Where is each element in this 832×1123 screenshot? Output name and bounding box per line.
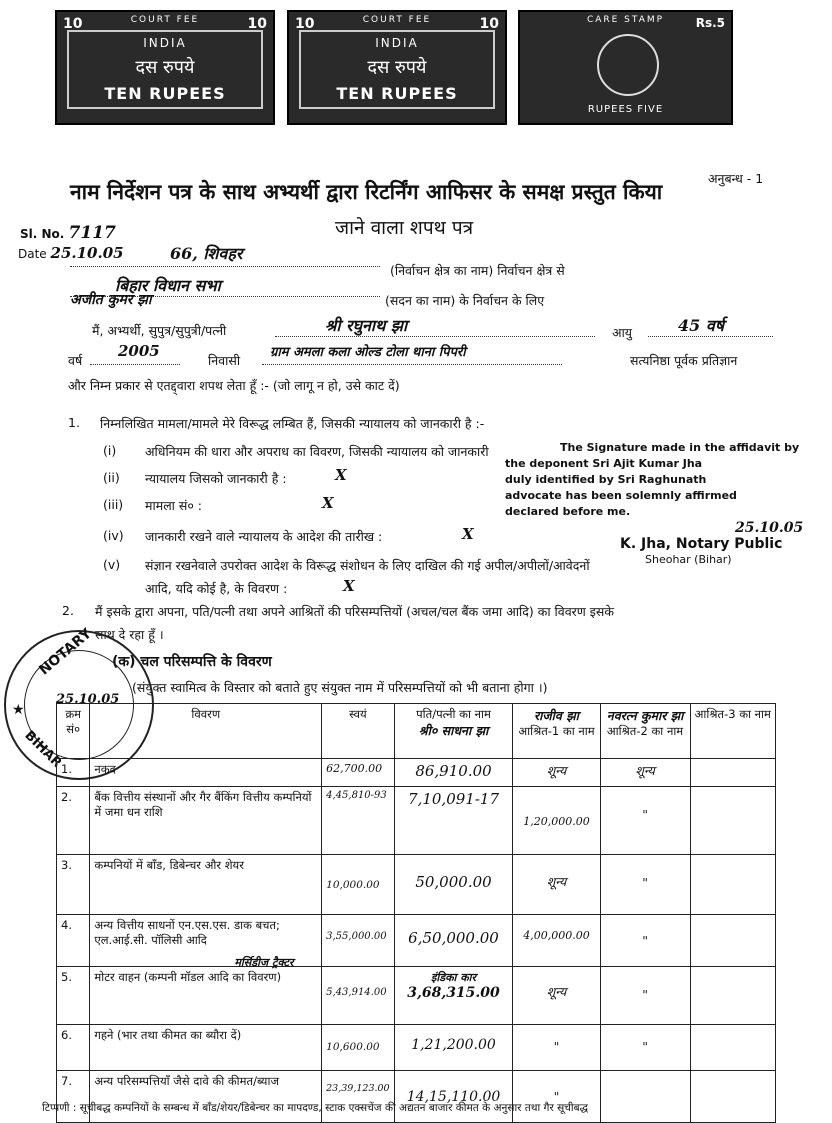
stamp-top-label: CARE STAMP <box>586 15 665 25</box>
footer-note: टिप्पणी : सूचीबद्ध कम्पनियों के सम्बन्ध में बॉंड/शेयर/डिबेन्चर का मापदण्ड, स्टाक एक्सचेंज की अद्यतन बाजार कीमत के अनुसार तथा गैर सूचीबद्ध <box>42 1102 588 1114</box>
stamp-country: INDIA <box>375 36 419 50</box>
row-num: 7. <box>57 1071 90 1123</box>
notary-sign-date: 25.10.05 <box>735 520 804 536</box>
row-spouse: 7,10,091-17 <box>394 787 513 855</box>
document-title-line2: जाने वाला शपथ पत्र <box>335 217 474 239</box>
row-num: 6. <box>57 1025 90 1071</box>
house-label: (सदन का नाम) के निर्वाचन के लिए <box>385 293 545 308</box>
row-spouse: 14,15,110.00 <box>394 1071 513 1123</box>
father-line <box>275 310 595 337</box>
row-dep3 <box>690 855 775 915</box>
stamp-amount-text: TEN RUPEES <box>104 84 226 103</box>
row-dep2: " <box>600 1025 690 1071</box>
father-name: श्री रघुनाथ झा <box>325 316 408 335</box>
age-value: 45 वर्ष <box>678 316 724 335</box>
document-title: नाम निर्देशन पत्र के साथ अभ्यर्थी द्वारा रिटर्निंग आफिसर के समक्ष प्रस्तुत किया <box>70 180 663 204</box>
notary-line-5: declared before me. <box>505 505 631 518</box>
subitem-v-text: संज्ञान रखनेवाले उपरोक्त आदेश के विरूद्ध संशोधन के लिए दाखिल की गई अपील/अपीलों/आवेदनों <box>145 558 590 573</box>
court-fee-stamp-2 <box>287 10 507 125</box>
age-label: आयु <box>612 325 633 340</box>
resident-label: निवासी <box>208 353 241 368</box>
table-row <box>57 855 776 915</box>
stamp-value-right: 10 <box>247 16 267 32</box>
row-self: 23,39,123.00 <box>322 1071 394 1123</box>
row-num: 4. <box>57 915 90 967</box>
stamp-value-right: 10 <box>479 16 499 32</box>
row-self: 62,700.00 <box>322 759 394 787</box>
row-dep1: " <box>513 1071 600 1123</box>
item-2-text: मैं इसके द्वारा अपना, पति/पत्नी तथा अपने आश्रितों की परिसम्पत्तियों (अचल/चल बैंक जमा आदि) का विवरण इसके <box>95 604 614 619</box>
movable-assets-table <box>56 703 776 1123</box>
col-dependent-1 <box>513 704 600 759</box>
subitem-ii-text: न्यायालय जिसको जानकारी है : <box>145 471 287 486</box>
item-1-text: निम्नलिखित मामला/मामले मेरे विरूद्ध लम्बित हैं, जिसकी न्यायालय को जानकारी है :- <box>100 416 485 431</box>
row-desc <box>90 956 322 1025</box>
stamp-value: Rs.5 <box>695 16 725 30</box>
house-value: बिहार विधान सभा <box>115 276 221 295</box>
age-line <box>648 314 773 337</box>
row-dep2: " <box>600 855 690 915</box>
row-self: 3,55,000.00 <box>322 915 394 967</box>
row-dep2: " <box>600 967 690 1025</box>
row-desc-text: मोटर वाहन (कम्पनी मॉडल आदि का विवरण) <box>94 970 282 984</box>
row-spouse: 1,21,200.00 <box>394 1025 513 1071</box>
table-row <box>57 787 776 855</box>
candidate-name: अजीत कुमर झा <box>70 292 152 308</box>
subitem-iii-number: (iii) <box>103 497 124 512</box>
row-desc: कम्पनियों में बॉंड, डिबेन्चर और शेयर <box>90 855 322 915</box>
subitem-iii-text: मामला सं० : <box>145 498 203 513</box>
year-label: वर्ष <box>68 353 83 368</box>
row-desc: अन्य परिसम्पत्तियाँ जैसे दावे की कीमत/ब्याज <box>90 1071 322 1123</box>
row-dep3 <box>690 1025 775 1071</box>
row-dep1: " <box>513 1025 600 1071</box>
resident-line <box>262 342 562 365</box>
table-header-row <box>57 704 776 759</box>
seal-star-icon: ★ <box>12 702 25 718</box>
stamp-hindi-text: दस रुपये <box>135 57 195 78</box>
row-dep2: शून्य <box>600 759 690 787</box>
row-dep3 <box>690 915 775 967</box>
row-dep3 <box>690 787 775 855</box>
row-spouse-value: 3,68,315.00 <box>407 985 500 1001</box>
subitem-v-number: (v) <box>103 557 121 572</box>
subitem-v-mark: X <box>343 577 355 595</box>
year-line <box>90 342 180 365</box>
row-dep2: " <box>600 787 690 855</box>
serial-number <box>20 223 116 243</box>
table-row <box>57 1025 776 1071</box>
subitem-iv-text: जानकारी रखने वाले न्यायालय के आदेश की तारीख : <box>145 529 383 544</box>
subitem-i-text: अधिनियम की धारा और अपराध का विवरण, जिसकी न्यायालय को जानकारी <box>145 444 489 459</box>
spouse-name: श्री० साधना झा <box>418 723 489 738</box>
subitem-ii-mark: X <box>335 466 347 484</box>
col-dependent-3: आश्रित-3 का नाम <box>690 704 775 759</box>
court-fee-stamp-1 <box>55 10 275 125</box>
row-dep3 <box>690 967 775 1025</box>
oath-line2: और निम्न प्रकार से एतद्द्वारा शपथ लेता हूँ :- (जो लागू न हो, उसे काट दें) <box>68 378 400 393</box>
stamp-value: 10 <box>63 16 83 32</box>
serial-value: 7117 <box>68 223 116 243</box>
oath-text: सत्यनिष्ठा पूर्वक प्रतिज्ञान <box>630 353 738 368</box>
notary-line-4: advocate has been solemnly affirmed <box>505 489 737 502</box>
row-num: 3. <box>57 855 90 915</box>
subitem-v-text2: आदि, यदि कोई है, के विवरण : <box>145 581 288 596</box>
stamp-frame <box>67 30 263 109</box>
subitem-iv-mark: X <box>462 525 474 543</box>
col-self: स्वयं <box>322 704 394 759</box>
table-row <box>57 915 776 967</box>
stamp-frame <box>299 30 495 109</box>
row-dep2: " <box>600 915 690 967</box>
table-row <box>57 967 776 1025</box>
row-num: 5. <box>57 967 90 1025</box>
stamp-country: INDIA <box>143 36 187 50</box>
col-dependent-1-label: आश्रित-1 का नाम <box>518 724 595 738</box>
row-desc: गहने (भार तथा कीमत का ब्यौरा दें) <box>90 1025 322 1071</box>
stamp-court-label: COURT FEE <box>130 15 200 25</box>
annexure-label: अनुबन्ध - 1 <box>708 171 764 186</box>
row-dep1: शून्य <box>513 855 600 915</box>
subitem-i-number: (i) <box>103 443 117 458</box>
notary-line-3: duly identified by Sri Raghunath <box>505 473 707 486</box>
care-stamp-3 <box>518 10 733 125</box>
date-value: 25.10.05 <box>50 244 124 262</box>
row-dep1: 1,20,000.00 <box>513 787 600 855</box>
stamp-amount-text: RUPEES FIVE <box>587 104 664 115</box>
row-desc: बैंक वित्तीय संस्थानों और गैर बैंकिंग वित्तीय कम्पनियों में जमा धन राशि <box>90 787 322 855</box>
constituency-line <box>70 242 380 267</box>
col-dependent-2 <box>600 704 690 759</box>
stamp-value: 10 <box>295 16 315 32</box>
year-value: 2005 <box>118 342 160 360</box>
row-self: 5,43,914.00 <box>322 967 394 1025</box>
row-self: 10,600.00 <box>322 1025 394 1071</box>
row-dep1: शून्य <box>513 967 600 1025</box>
row-spouse: 86,910.00 <box>394 759 513 787</box>
table-row <box>57 759 776 787</box>
stamp-emblem-icon <box>597 34 659 96</box>
constituency-label: (निर्वाचन क्षेत्र का नाम) निर्वाचन क्षेत्र से <box>390 263 565 278</box>
stamp-court-label: COURT FEE <box>362 15 432 25</box>
row-spouse <box>394 967 513 1025</box>
col-spouse-label: पति/पत्नी का नाम <box>416 707 491 721</box>
section-a-note: (संयुक्त स्वामित्व के विस्तार को बताते हुए संयुक्त नाम में परिसम्पत्तियों को भी बताना होगा ।) <box>132 680 548 695</box>
stamp-amount-text: TEN RUPEES <box>336 84 458 103</box>
col-dependent-2-label: आश्रित-2 का नाम <box>606 724 684 738</box>
row-self: 10,000.00 <box>322 855 394 915</box>
row-desc: अन्य वित्तीय साधनों एन.एस.एस. डाक बचत; एल.आई.सी. पॉलिसी आदि <box>90 915 322 967</box>
item-2-text2: साथ दे रहा हूँ । <box>95 627 164 642</box>
self-vehicle-note: मर्सिडीज ट्रैक्टर <box>234 956 294 969</box>
date-label: Date <box>18 247 47 261</box>
notary-place: Sheohar (Bihar) <box>645 553 732 566</box>
candidate-label: मैं, अभ्यर्थी, सुपुत्र/सुपुत्री/पत्नी <box>92 323 227 338</box>
serial-label: Sl. No. <box>20 227 65 241</box>
dependent-2-name: नवरत्न कुमार झा <box>606 708 684 723</box>
row-num: 1. <box>57 759 90 787</box>
seal-top-text: NOTARY <box>36 625 95 679</box>
constituency-value: 66, शिवहर <box>170 244 243 263</box>
row-dep1: शून्य <box>513 759 600 787</box>
row-dep3 <box>690 759 775 787</box>
notary-attestation <box>505 440 825 568</box>
subitem-iv-number: (iv) <box>103 528 124 543</box>
seal-date: 25.10.05 <box>56 692 120 707</box>
notary-line-2: the deponent Sri Ajit Kumar Jha <box>505 457 703 470</box>
spouse-vehicle-note: इंडिका कार <box>430 971 477 984</box>
seal-bottom-text: BIHAR <box>21 728 65 771</box>
section-a-heading: (क) चल परिसम्पत्ति के विवरण <box>112 654 272 670</box>
notary-name: K. Jha, Notary Public <box>620 536 783 552</box>
row-spouse: 6,50,000.00 <box>394 915 513 967</box>
row-self: 4,45,810-93 <box>322 787 394 855</box>
row-spouse: 50,000.00 <box>394 855 513 915</box>
subitem-ii-number: (ii) <box>103 470 120 485</box>
row-num: 2. <box>57 787 90 855</box>
col-serial: क्रम सं० <box>57 704 90 759</box>
notary-line-1: The Signature made in the affidavit by <box>560 441 800 454</box>
col-description: विवरण <box>90 704 322 759</box>
resident-value: ग्राम अमला कला ओल्ड टोला थाना पिपरी <box>270 345 466 360</box>
item-1-number: 1. <box>68 415 80 430</box>
dependent-1-name: राजीव झा <box>534 708 579 723</box>
col-spouse <box>394 704 513 759</box>
subitem-iii-mark: X <box>322 494 334 512</box>
item-2-number: 2. <box>62 603 74 618</box>
row-dep1: 4,00,000.00 <box>513 915 600 967</box>
stamp-hindi-text: दस रुपये <box>367 57 427 78</box>
row-desc: नकद <box>90 759 322 787</box>
